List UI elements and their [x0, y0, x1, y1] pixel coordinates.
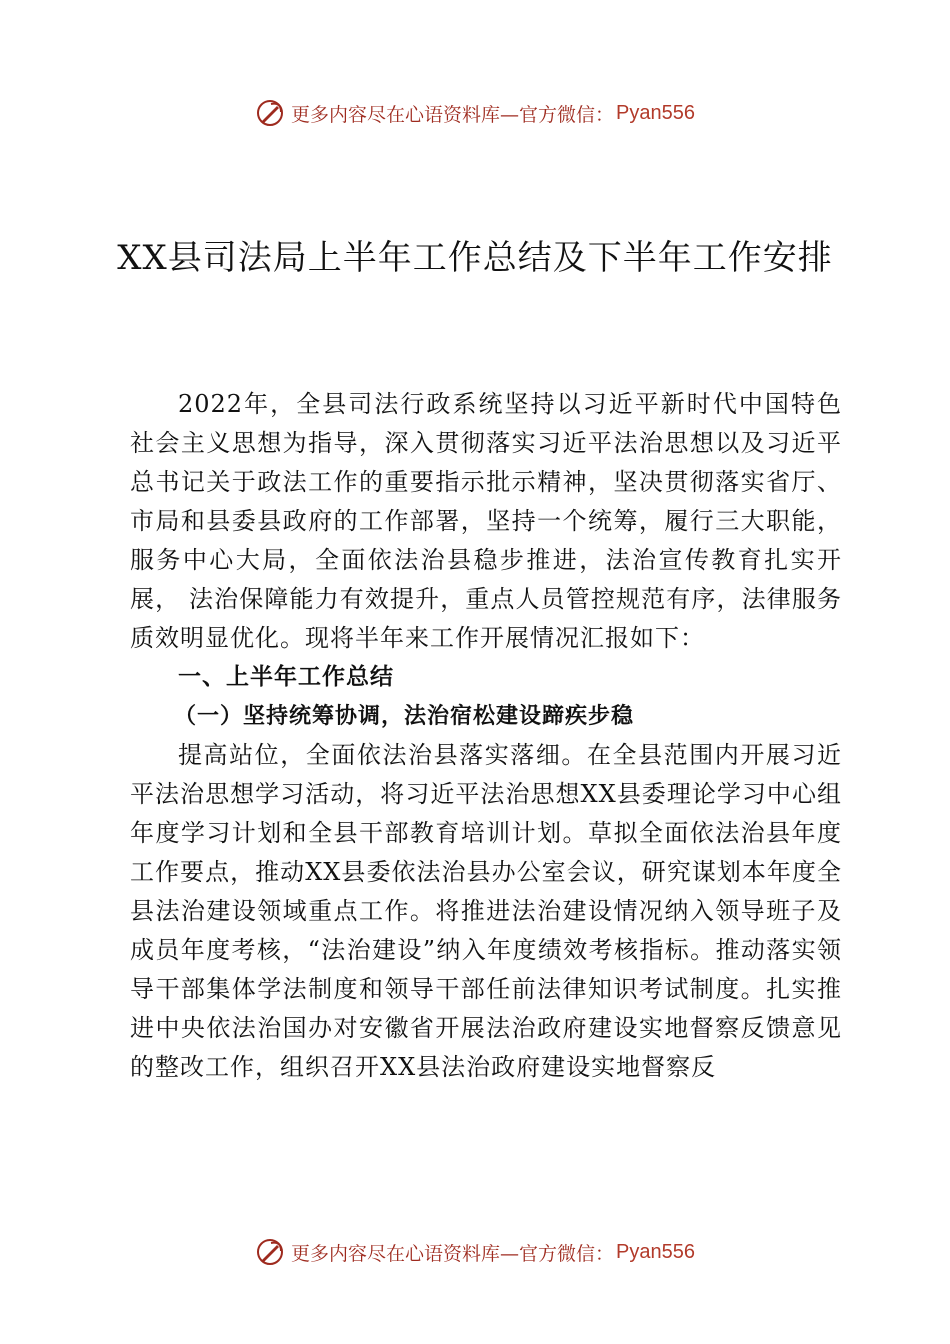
watermark-footer	[0, 1232, 950, 1272]
watermark-wechat-id: Pyan556	[616, 1240, 695, 1263]
quill-logo-icon	[255, 98, 285, 128]
subsection-heading: （一）坚持统筹协调，法治宿松建设蹄疾步稳	[174, 703, 635, 729]
watermark-wechat-id: Pyan556	[616, 101, 695, 124]
watermark-text: 更多内容尽在心语资料库—官方微信：	[291, 103, 615, 126]
document-title: XX县司法局上半年工作总结及下半年工作安排	[117, 238, 833, 278]
body-paragraph: 提高站位，全面依法治县落实落细。在全县范围内开展习近平法治思想学习活动，将习近平法治思想XX县委理论学习中心组年度学习计划和全县干部教育培训计划。草拟全面依法治县年度工作要点，推动XX县委依法治县办公室会议，研究谋划本年度全县法治建设领域重点工作。将推进法治建设情况纳入领导班子及成员年度考核，“法治建设”纳入年度绩效考核指标。推动落实领导干部集体学法制度和领导干部任前法律知识考试制度。扎实推进中央依法治国办对安徽省开展法治政府建设实地督察反馈意见的整改工作，组织召开XX县法治政府建设实地督察反	[130, 741, 842, 1081]
watermark-text: 更多内容尽在心语资料库—官方微信：	[291, 1242, 615, 1265]
quill-logo-icon	[255, 1237, 285, 1267]
section-heading: 一、上半年工作总结	[178, 664, 394, 690]
watermark-header	[0, 93, 950, 133]
document-body	[130, 385, 842, 1087]
intro-paragraph: 2022年，全县司法行政系统坚持以习近平新时代中国特色社会主义思想为指导，深入贯彻落实习近平法治思想以及习近平总书记关于政法工作的重要指示批示精神，坚决贯彻落实省厅、市局和县委县政府的工作部署，坚持一个统筹，履行三大职能， 服务中心大局，全面依法治县稳步推进，法治宣传教育扎实开展， 法治保障能力有效提升，重点人员管控规范有序，法律服务质效明显优化。现将半年来工作开展情况汇报如下：	[130, 390, 842, 652]
